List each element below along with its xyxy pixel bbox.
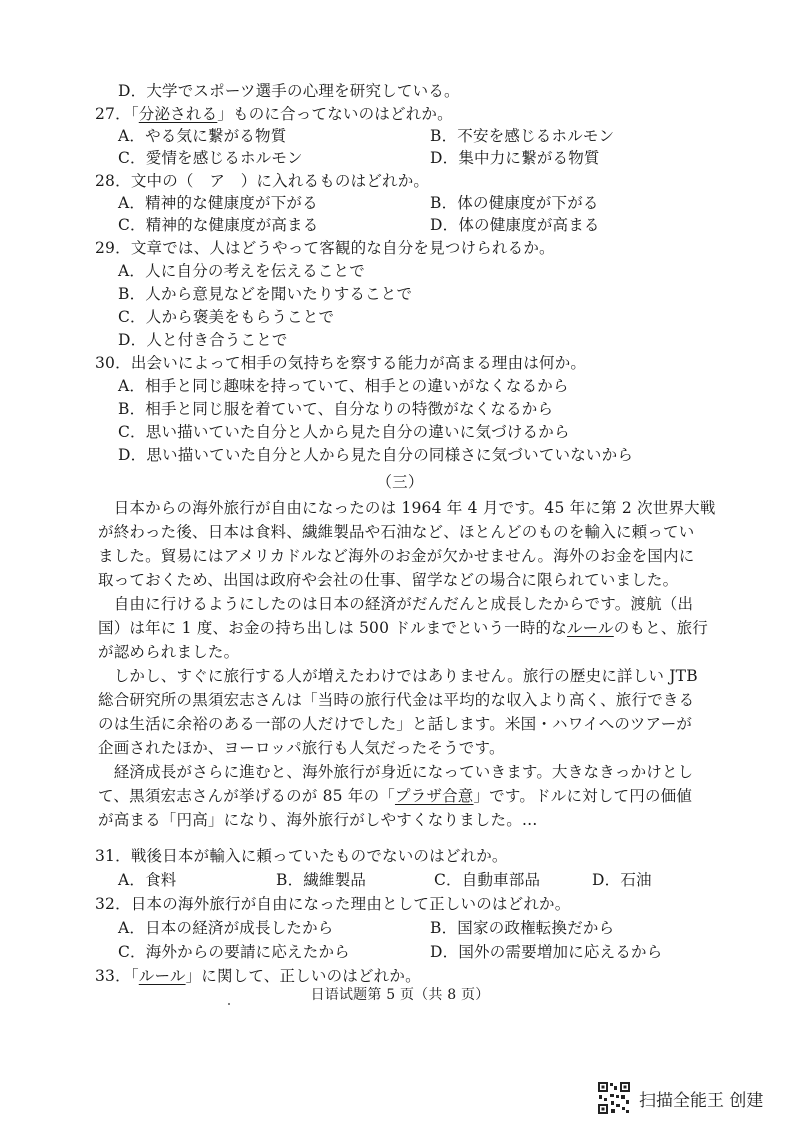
q31-option-b: B．繊維製品	[276, 871, 367, 889]
q29-stem: 29．文章では、人はどうやって客観的な自分を見つけられるか。	[95, 239, 555, 257]
scan-speck	[228, 1003, 230, 1005]
q31-option-c: C．自動車部品	[434, 871, 541, 889]
q31-option-d: D．石油	[592, 871, 652, 889]
q27-stem: 27．「分泌される」ものに合ってないのはどれか。	[95, 105, 453, 123]
passage-line: 総合研究所の黒須宏志さんは「当時の旅行代金は平均的な収入より高く、旅行できる	[98, 691, 695, 709]
q31-stem: 31．戦後日本が輸入に頼っていたものでないのはどれか。	[95, 847, 508, 865]
q27-option-d: D．集中力に繋がる物質	[430, 149, 600, 167]
q33-underlined-term: ルール	[138, 967, 186, 985]
q29-option-a: A．人に自分の考えを伝えることで	[118, 262, 365, 280]
passage-line: が高まる「円高」になり、海外旅行がしやすくなりました。…	[98, 811, 538, 829]
q27-option-a: A．やる気に繋がる物質	[118, 127, 287, 145]
q27-underlined-term: 分泌される	[138, 105, 218, 123]
q31-option-a: A．食料	[118, 871, 177, 889]
rule-underlined-term: ルール	[566, 619, 614, 637]
q26-option-d: D．大学でスポーツ選手の心理を研究している。	[118, 82, 460, 100]
page-footer: 日语试题第 5 页（共 8 页）	[310, 987, 490, 1003]
q30-option-d: D．思い描いていた自分と人から見た自分の同様さに気づいていないから	[118, 446, 634, 464]
q27-option-c: C．愛情を感じるホルモン	[118, 149, 303, 167]
passage-line: 国）は年に 1 度、お金の持ち出しは 500 ドルまでという一時的なルールのもと、旅行	[98, 619, 708, 637]
q32-option-a: A．日本の経済が成長したから	[118, 919, 334, 937]
passage-line: 自由に行けるようにしたのは日本の経済がだんだんと成長したからです。渡航（出	[98, 595, 694, 613]
passage-line: 経済成長がさらに進むと、海外旅行が身近になっていきます。大きなきっかけとし	[98, 763, 694, 781]
q28-option-c: C．精神的な健康度が高まる	[118, 216, 319, 234]
q29-option-d: D．人と付き合うことで	[118, 331, 288, 349]
q30-option-a: A．相手と同じ趣味を持っていて、相手との違いがなくなるから	[118, 377, 569, 395]
q28-option-d: D．体の健康度が高まる	[430, 216, 600, 234]
q32-option-c: C．海外からの要請に応えたから	[118, 943, 350, 961]
passage-line: 企画されたほか、ヨーロッパ旅行も人気だったそうです。	[98, 739, 505, 757]
watermark-label: 扫描全能王 创建	[639, 1090, 764, 1111]
passage-line: 取っておくため、出国は政府や会社の仕事、留学などの場合に限られていました。	[98, 571, 679, 589]
q29-option-b: B．人から意見などを聞いたりすることで	[118, 285, 413, 303]
q28-stem: 28．文中の（ ア ）に入れるものはどれか。	[95, 172, 430, 190]
passage-line: しかし、すぐに旅行する人が増えたわけではありません。旅行の歴史に詳しい JTB	[98, 667, 698, 685]
qr-code-icon	[597, 1081, 631, 1115]
scanner-watermark	[597, 1081, 763, 1115]
passage-line: が認められました。	[98, 643, 240, 661]
q33-stem: 33．「ルール」に関して、正しいのはどれか。	[95, 967, 421, 985]
q30-stem: 30．出会いによって相手の気持ちを察する能力が高まる理由は何か。	[95, 354, 587, 372]
q30-option-b: B．相手と同じ服を着ていて、自分なりの特徴がなくなるから	[118, 400, 554, 418]
q30-option-c: C．思い描いていた自分と人から見た自分の違いに気づけるから	[118, 423, 570, 441]
passage-line: が終わった後、日本は食料、繊維製品や石油など、ほとんどのものを輸入に頼ってい	[98, 523, 695, 541]
passage-line: ました。貿易にはアメリカドルなど海外のお金が欠かせません。海外のお金を国内に	[98, 547, 695, 565]
q32-option-d: D．国外の需要増加に応えるから	[430, 943, 663, 961]
q28-option-a: A．精神的な健康度が下がる	[118, 194, 318, 212]
q29-option-c: C．人から褒美をもらうことで	[118, 308, 335, 326]
q28-option-b: B．体の健康度が下がる	[430, 194, 599, 212]
q32-option-b: B．国家の政権転換だから	[430, 919, 615, 937]
section-heading: （三）	[376, 473, 424, 491]
passage-line: て、黒須宏志さんが挙げるのが 85 年の「プラザ合意」です。ドルに対して円の価値	[98, 787, 693, 805]
q27-option-b: B．不安を感じるホルモン	[430, 127, 615, 145]
passage-line: 日本からの海外旅行が自由になったのは 1964 年 4 月です。45 年に第 2 次世界大戦	[98, 499, 716, 517]
plaza-underlined-term: プラザ合意	[394, 787, 474, 805]
q32-stem: 32．日本の海外旅行が自由になった理由として正しいのはどれか。	[95, 895, 571, 913]
passage-line: のは生活に余裕のある一部の人だけでした」と話します。米国・ハワイへのツアーが	[98, 715, 693, 733]
